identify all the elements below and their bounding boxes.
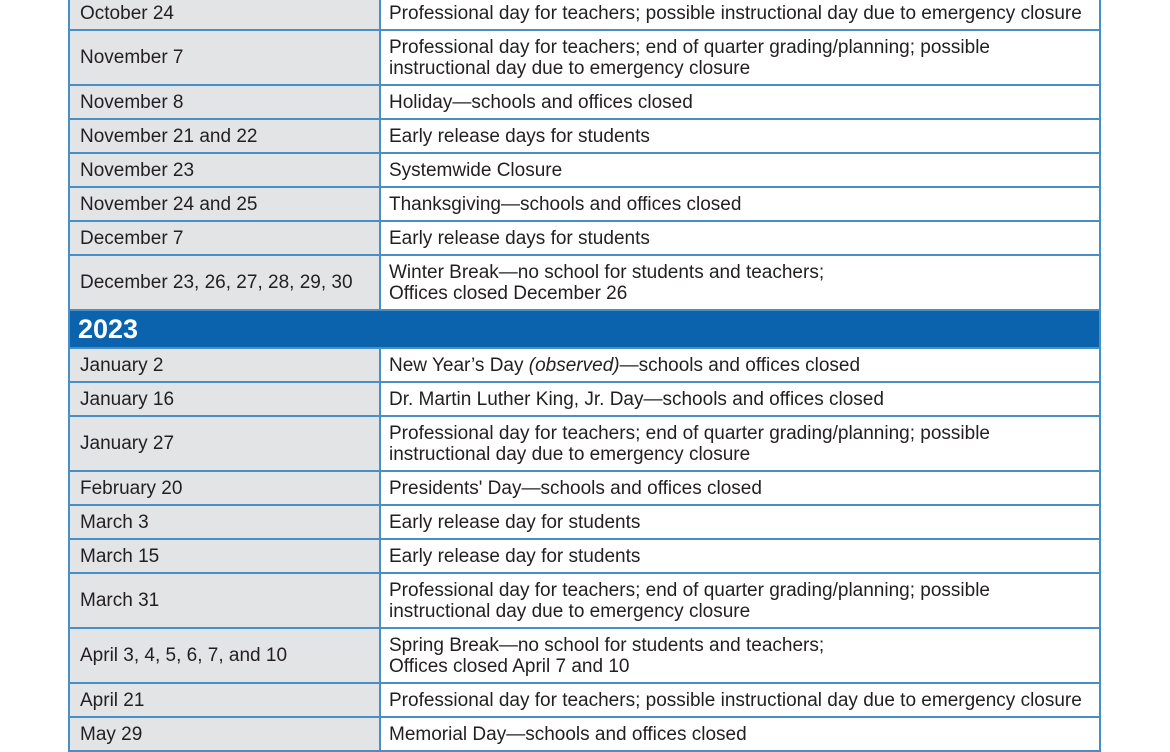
- date-cell: November 24 and 25: [70, 188, 381, 220]
- event-cell: [381, 506, 1099, 538]
- event-text: Early release day for students: [389, 511, 641, 533]
- event-text: Professional day for teachers; possible instructional day due to emergency closure: [389, 2, 1082, 24]
- event-cell: [381, 31, 1099, 84]
- event-text: Winter Break—no school for students and teachers; Offices closed December 26: [389, 261, 825, 304]
- event-cell: [381, 383, 1099, 415]
- table-row: [70, 222, 1099, 256]
- table-row: [70, 383, 1099, 417]
- event-cell: [381, 120, 1099, 152]
- event-text: Early release day for students: [389, 545, 641, 567]
- table-row: [70, 31, 1099, 86]
- table-row: [70, 506, 1099, 540]
- event-cell: [381, 417, 1099, 470]
- school-calendar-table: [68, 0, 1101, 752]
- event-cell: [381, 684, 1099, 716]
- event-cell: [381, 540, 1099, 572]
- date-cell: January 27: [70, 417, 381, 470]
- date-cell: November 8: [70, 86, 381, 118]
- event-cell: [381, 472, 1099, 504]
- event-text: Spring Break—no school for students and teachers; Offices closed April 7 and 10: [389, 634, 825, 677]
- event-cell: [381, 86, 1099, 118]
- event-text: Early release days for students: [389, 227, 650, 249]
- date-cell: December 7: [70, 222, 381, 254]
- event-cell: [381, 222, 1099, 254]
- date-cell: December 23, 26, 27, 28, 29, 30: [70, 256, 381, 309]
- table-row: [70, 472, 1099, 506]
- date-cell: March 3: [70, 506, 381, 538]
- date-cell: October 24: [70, 0, 381, 29]
- date-cell: March 15: [70, 540, 381, 572]
- table-row: [70, 154, 1099, 188]
- event-text: Thanksgiving—schools and offices closed: [389, 193, 742, 215]
- event-text: Holiday—schools and offices closed: [389, 91, 693, 113]
- table-row: [70, 349, 1099, 383]
- date-cell: January 16: [70, 383, 381, 415]
- event-text: Systemwide Closure: [389, 159, 563, 181]
- event-text: Professional day for teachers; end of quarter grading/planning; possible instructional day due to emergency closure: [389, 579, 990, 622]
- date-cell: November 7: [70, 31, 381, 84]
- event-text: Presidents' Day—schools and offices closed: [389, 477, 762, 499]
- event-text: Professional day for teachers; end of quarter grading/planning; possible instructional day due to emergency closure: [389, 422, 990, 465]
- date-cell: November 23: [70, 154, 381, 186]
- table-row: [70, 256, 1099, 311]
- event-cell: [381, 0, 1099, 29]
- table-row: [70, 188, 1099, 222]
- event-text: Dr. Martin Luther King, Jr. Day—schools and offices closed: [389, 388, 884, 410]
- table-row: [70, 0, 1099, 31]
- event-text: New Year’s Day (observed)—schools and offices closed: [389, 354, 861, 376]
- event-cell: [381, 718, 1099, 750]
- event-text: Early release days for students: [389, 125, 650, 147]
- date-cell: May 29: [70, 718, 381, 750]
- event-cell: [381, 574, 1099, 627]
- event-text: Memorial Day—schools and offices closed: [389, 723, 747, 745]
- date-cell: January 2: [70, 349, 381, 381]
- event-cell: [381, 154, 1099, 186]
- table-row: [70, 86, 1099, 120]
- event-cell: [381, 188, 1099, 220]
- event-text: Professional day for teachers; end of quarter grading/planning; possible instructional day due to emergency closure: [389, 36, 990, 79]
- date-cell: April 3, 4, 5, 6, 7, and 10: [70, 629, 381, 682]
- table-row: [70, 574, 1099, 629]
- year-header-2023: 2023: [70, 311, 1099, 349]
- table-row: [70, 417, 1099, 472]
- table-row: [70, 684, 1099, 718]
- event-cell: [381, 256, 1099, 309]
- table-row: [70, 540, 1099, 574]
- event-cell: [381, 349, 1099, 381]
- observed-note: (observed): [528, 354, 620, 376]
- table-row: [70, 629, 1099, 684]
- date-cell: April 21: [70, 684, 381, 716]
- event-text: Professional day for teachers; possible instructional day due to emergency closure: [389, 689, 1082, 711]
- date-cell: March 31: [70, 574, 381, 627]
- event-cell: [381, 629, 1099, 682]
- date-cell: November 21 and 22: [70, 120, 381, 152]
- table-row: [70, 718, 1099, 752]
- table-row: [70, 120, 1099, 154]
- date-cell: February 20: [70, 472, 381, 504]
